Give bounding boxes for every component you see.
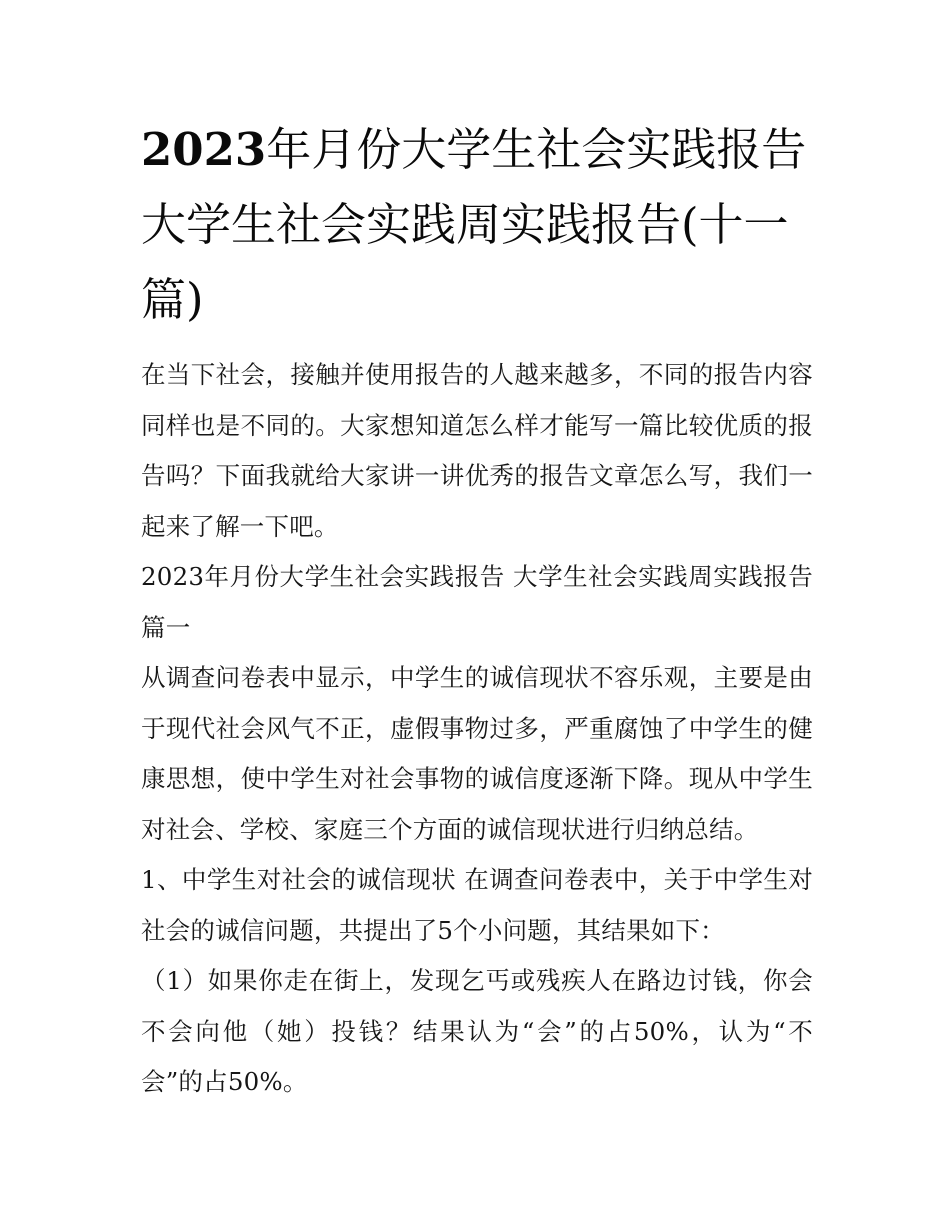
section-heading: 2023年月份大学生社会实践报告 大学生社会实践周实践报告篇一 bbox=[141, 562, 813, 642]
body-paragraph: 从调查问卷表中显示，中学生的诚信现状不容乐观，主要是由于现代社会风气不正，虚假事物过多，严重腐蚀了中学生的健康思想，使中学生对社会事物的诚信度逐渐下降。现从中学生对社会、学校、家庭三个方面的诚信现状进行归纳总结。 bbox=[141, 663, 813, 844]
intro-paragraph: 在当下社会，接触并使用报告的人越来越多，不同的报告内容同样也是不同的。大家想知道怎么样才能写一篇比较优质的报告吗？下面我就给大家讲一讲优秀的报告文章怎么写，我们一起来了解一下吧。 bbox=[141, 360, 813, 541]
document-body bbox=[141, 112, 813, 1108]
body-paragraph: 1、中学生对社会的诚信现状 在调查问卷表中，关于中学生对社会的诚信问题，共提出了5个小问题，其结果如下： bbox=[141, 865, 813, 945]
title-year: 2023 bbox=[141, 123, 267, 176]
document-title bbox=[141, 112, 813, 337]
title-text: 年月份大学生社会实践报告 大学生社会实践周实践报告(十一篇) bbox=[141, 123, 807, 326]
body-paragraph: （1）如果你走在街上，发现乞丐或残疾人在路边讨钱，你会不会向他（她）投钱？结果认为“会”的占50%，认为“不会”的占50%。 bbox=[141, 966, 813, 1096]
